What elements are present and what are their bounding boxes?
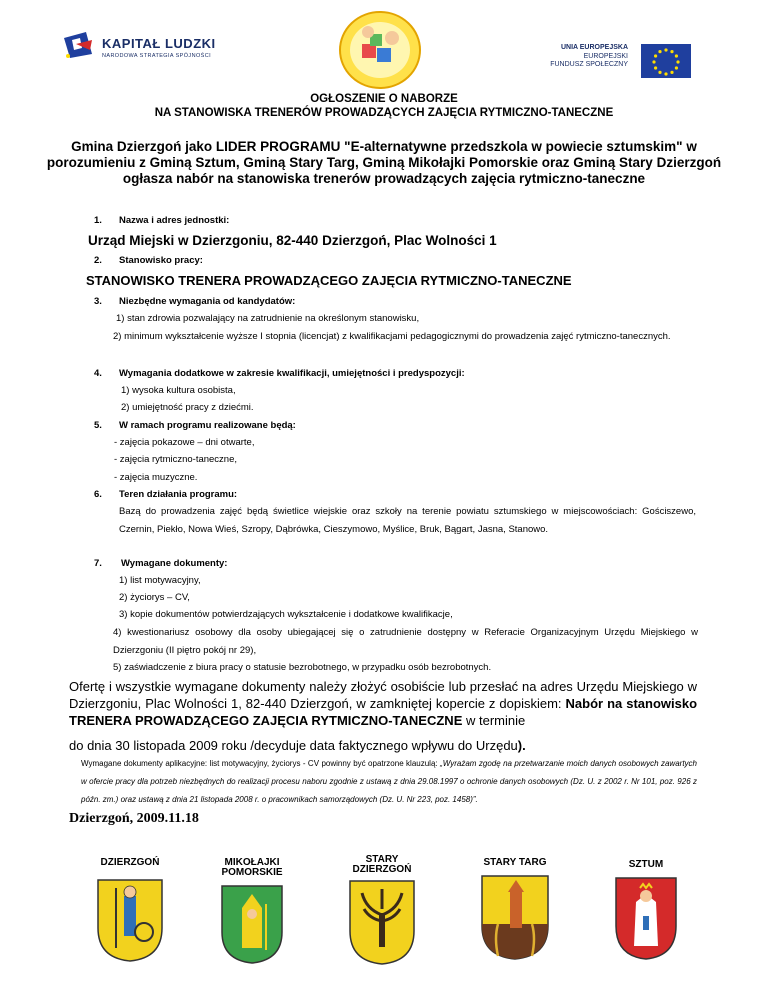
offer-deadline xyxy=(69,737,526,754)
crest-mikolajki-name-2: POMORSKIE xyxy=(221,867,283,878)
section-4-number: 4. xyxy=(94,368,102,379)
kapital-ludzki-title: KAPITAŁ LUDZKI xyxy=(102,36,216,51)
offer-text: Ofertę i wszystkie wymagane dokumenty należy złożyć osobiście lub przesłać na adres Urzędu Miejskiego w Dzierzgoniu, Plac Wolności 1, 82-440 Dzierzgoń, w zamkniętej kopercie z dopiskiem: xyxy=(69,679,697,711)
stary-targ-coat-of-arms-icon xyxy=(480,874,550,960)
crest-stary-dzierzgon-name-2: DZIERZGOŃ xyxy=(352,864,412,875)
crest-mikolajki xyxy=(210,858,294,968)
section-3-item-1: 1) stan zdrowia pozwalający na zatrudnienie na określonym stanowisku, xyxy=(116,313,420,324)
kapital-ludzki-logo-icon xyxy=(62,30,96,60)
section-6-label: Teren działania programu: xyxy=(119,489,238,500)
clause-italic: „Wyrażam zgodę na przetwarzanie moich danych osobowych zawartych w ofercie pracy dla potrzeb niezbędnych do realizacji procesu naboru zgodnie z ustawą z dnia 29.08.1997 o ochronie danych osobowych (Dz. U. z 2002 r. Nr 101, poz. 926 z późn. zm.) oraz ustawą z dnia 21 listopada 2008 r. o pracownikach samorządowych (Dz. U. Nr 223, poz. 1458)”. xyxy=(81,759,697,804)
eu-line-1: UNIA EUROPEJSKA xyxy=(560,44,628,51)
program-logo-icon xyxy=(330,10,430,90)
section-7-item-2: 2) życiorys – CV, xyxy=(119,592,190,603)
section-5-item-3: - zajęcia muzyczne. xyxy=(114,472,198,483)
crest-stary-targ xyxy=(470,858,560,968)
section-2-label: Stanowisko pracy: xyxy=(119,255,203,266)
section-5-number: 5. xyxy=(94,420,102,431)
document-date: Dzierzgoń, 2009.11.18 xyxy=(69,811,199,826)
section-7-item-3: 3) kopie dokumentów potwierdzających wykształcenie i dodatkowe kwalifikacje, xyxy=(119,609,453,620)
clause-plain: Wymagane dokumenty aplikacyjne: list motywacyjny, życiorys - CV powinny być opatrzone klauzulą: xyxy=(81,759,441,768)
offer-paragraph xyxy=(69,678,697,729)
section-2-number: 2. xyxy=(94,255,102,266)
section-3-label: Niezbędne wymagania od kandydatów: xyxy=(119,296,296,307)
crest-dzierzgon xyxy=(88,858,172,968)
section-5-item-1: - zajęcia pokazowe – dni otwarte, xyxy=(114,437,255,448)
section-7-item-1: 1) list motywacyjny, xyxy=(119,575,201,586)
section-7-item-4: 4) kwestionariusz osobowy dla osoby ubiegającej się o zatrudnienie dostępny w Referacie Organizacyjnym Urzędu Miejskiego w Dzierzgoniu (II piętro pokój nr 29), xyxy=(113,627,698,656)
section-5-label: W ramach programu realizowane będą: xyxy=(119,420,296,431)
eu-flag-icon xyxy=(641,44,691,78)
stary-dzierzgon-coat-of-arms-icon xyxy=(348,879,416,965)
crest-mikolajki-name-1: MIKOŁAJKI xyxy=(224,857,280,868)
offer-rest-2: do dnia 30 listopada 2009 roku /decyduje data faktycznego wpływu do Urzędu xyxy=(69,738,518,753)
section-3-number: 3. xyxy=(94,296,102,307)
section-7-number: 7. xyxy=(94,558,102,569)
crest-stary-dzierzgon xyxy=(340,855,424,970)
crest-sztum-name: SZTUM xyxy=(628,859,664,870)
section-5-item-2: - zajęcia rytmiczno-taneczne, xyxy=(114,454,238,465)
crest-stary-dzierzgon-name-1: STARY xyxy=(365,854,399,865)
offer-rest-1: w terminie xyxy=(462,713,526,728)
section-1-number: 1. xyxy=(94,215,102,226)
page-title: OGŁOSZENIE O NABORZE xyxy=(310,93,458,105)
page-subtitle: NA STANOWISKA TRENERÓW PROWADZĄCYCH ZAJĘCIA RYTMICZNO-TANECZNE xyxy=(154,107,614,119)
section-7-label: Wymagane dokumenty: xyxy=(121,558,228,569)
section-6-number: 6. xyxy=(94,489,102,500)
mikolajki-coat-of-arms-icon xyxy=(220,884,284,964)
offer-end: ). xyxy=(517,738,526,753)
section-7-item-5: 5) zaświadczenie z biura pracy o statusie bezrobotnego, w przypadku osób bezrobotnych. xyxy=(113,662,492,673)
offer-bold: Nabór na stanowisko TRENERA PROWADZĄCEGO ZAJĘCIA RYTMICZNO-TANECZNE xyxy=(69,696,698,728)
section-6-text: Bazą do prowadzenia zajęć będą świetlice wiejskie oraz szkoły na terenie powiatu sztumskiego w miejscowościach: Gościszewo, Czernin, Piekło, Nowa Wieś, Szropy, Dąbrówka, Cieszymowo, Myślice, Bruk, Bągart, Jasna, Stanowo. xyxy=(119,506,696,535)
dzierzgon-coat-of-arms-icon xyxy=(96,878,164,962)
section-1-label: Nazwa i adres jednostki: xyxy=(119,215,230,226)
crest-stary-targ-name: STARY TARG xyxy=(483,857,547,868)
section-4-label: Wymagania dodatkowe w zakresie kwalifikacji, umiejętności i predyspozycji: xyxy=(119,368,465,379)
clause-paragraph xyxy=(81,755,697,809)
kapital-ludzki-subtitle: NARODOWA STRATEGIA SPÓJNOŚCI xyxy=(102,53,211,59)
eu-line-3: FUNDUSZ SPOŁECZNY xyxy=(550,61,628,68)
section-1-value: Urząd Miejski w Dzierzgoniu, 82-440 Dzierzgoń, Plac Wolności 1 xyxy=(88,233,497,248)
section-2-value: STANOWISKO TRENERA PROWADZĄCEGO ZAJĘCIA RYTMICZNO-TANECZNE xyxy=(86,273,572,288)
section-4-item-1: 1) wysoka kultura osobista, xyxy=(121,385,236,396)
section-3-item-2: 2) minimum wykształcenie wyższe I stopnia (licencjat) z kwalifikacjami pedagogicznymi do prowadzenia zajęć rytmiczno-tanecznych. xyxy=(113,331,671,342)
crest-dzierzgon-name: DZIERZGOŃ xyxy=(100,857,160,868)
eu-text xyxy=(544,44,628,70)
crest-sztum xyxy=(606,860,686,970)
sztum-coat-of-arms-icon xyxy=(614,876,678,960)
intro-paragraph: Gmina Dzierzgoń jako LIDER PROGRAMU "E-alternatywne przedszkola w powiecie sztumskim" w porozumieniu z Gminą Sztum, Gminą Stary Targ, Gminą Mikołajki Pomorskie oraz Gminą Stary Dzierzgoń ogłasza nabór na stanowiska trenerów prowadzących zajęcia rytmiczno-taneczne xyxy=(46,139,722,186)
eu-line-2: EUROPEJSKI xyxy=(583,52,628,60)
section-4-item-2: 2) umiejętność pracy z dziećmi. xyxy=(121,402,254,413)
